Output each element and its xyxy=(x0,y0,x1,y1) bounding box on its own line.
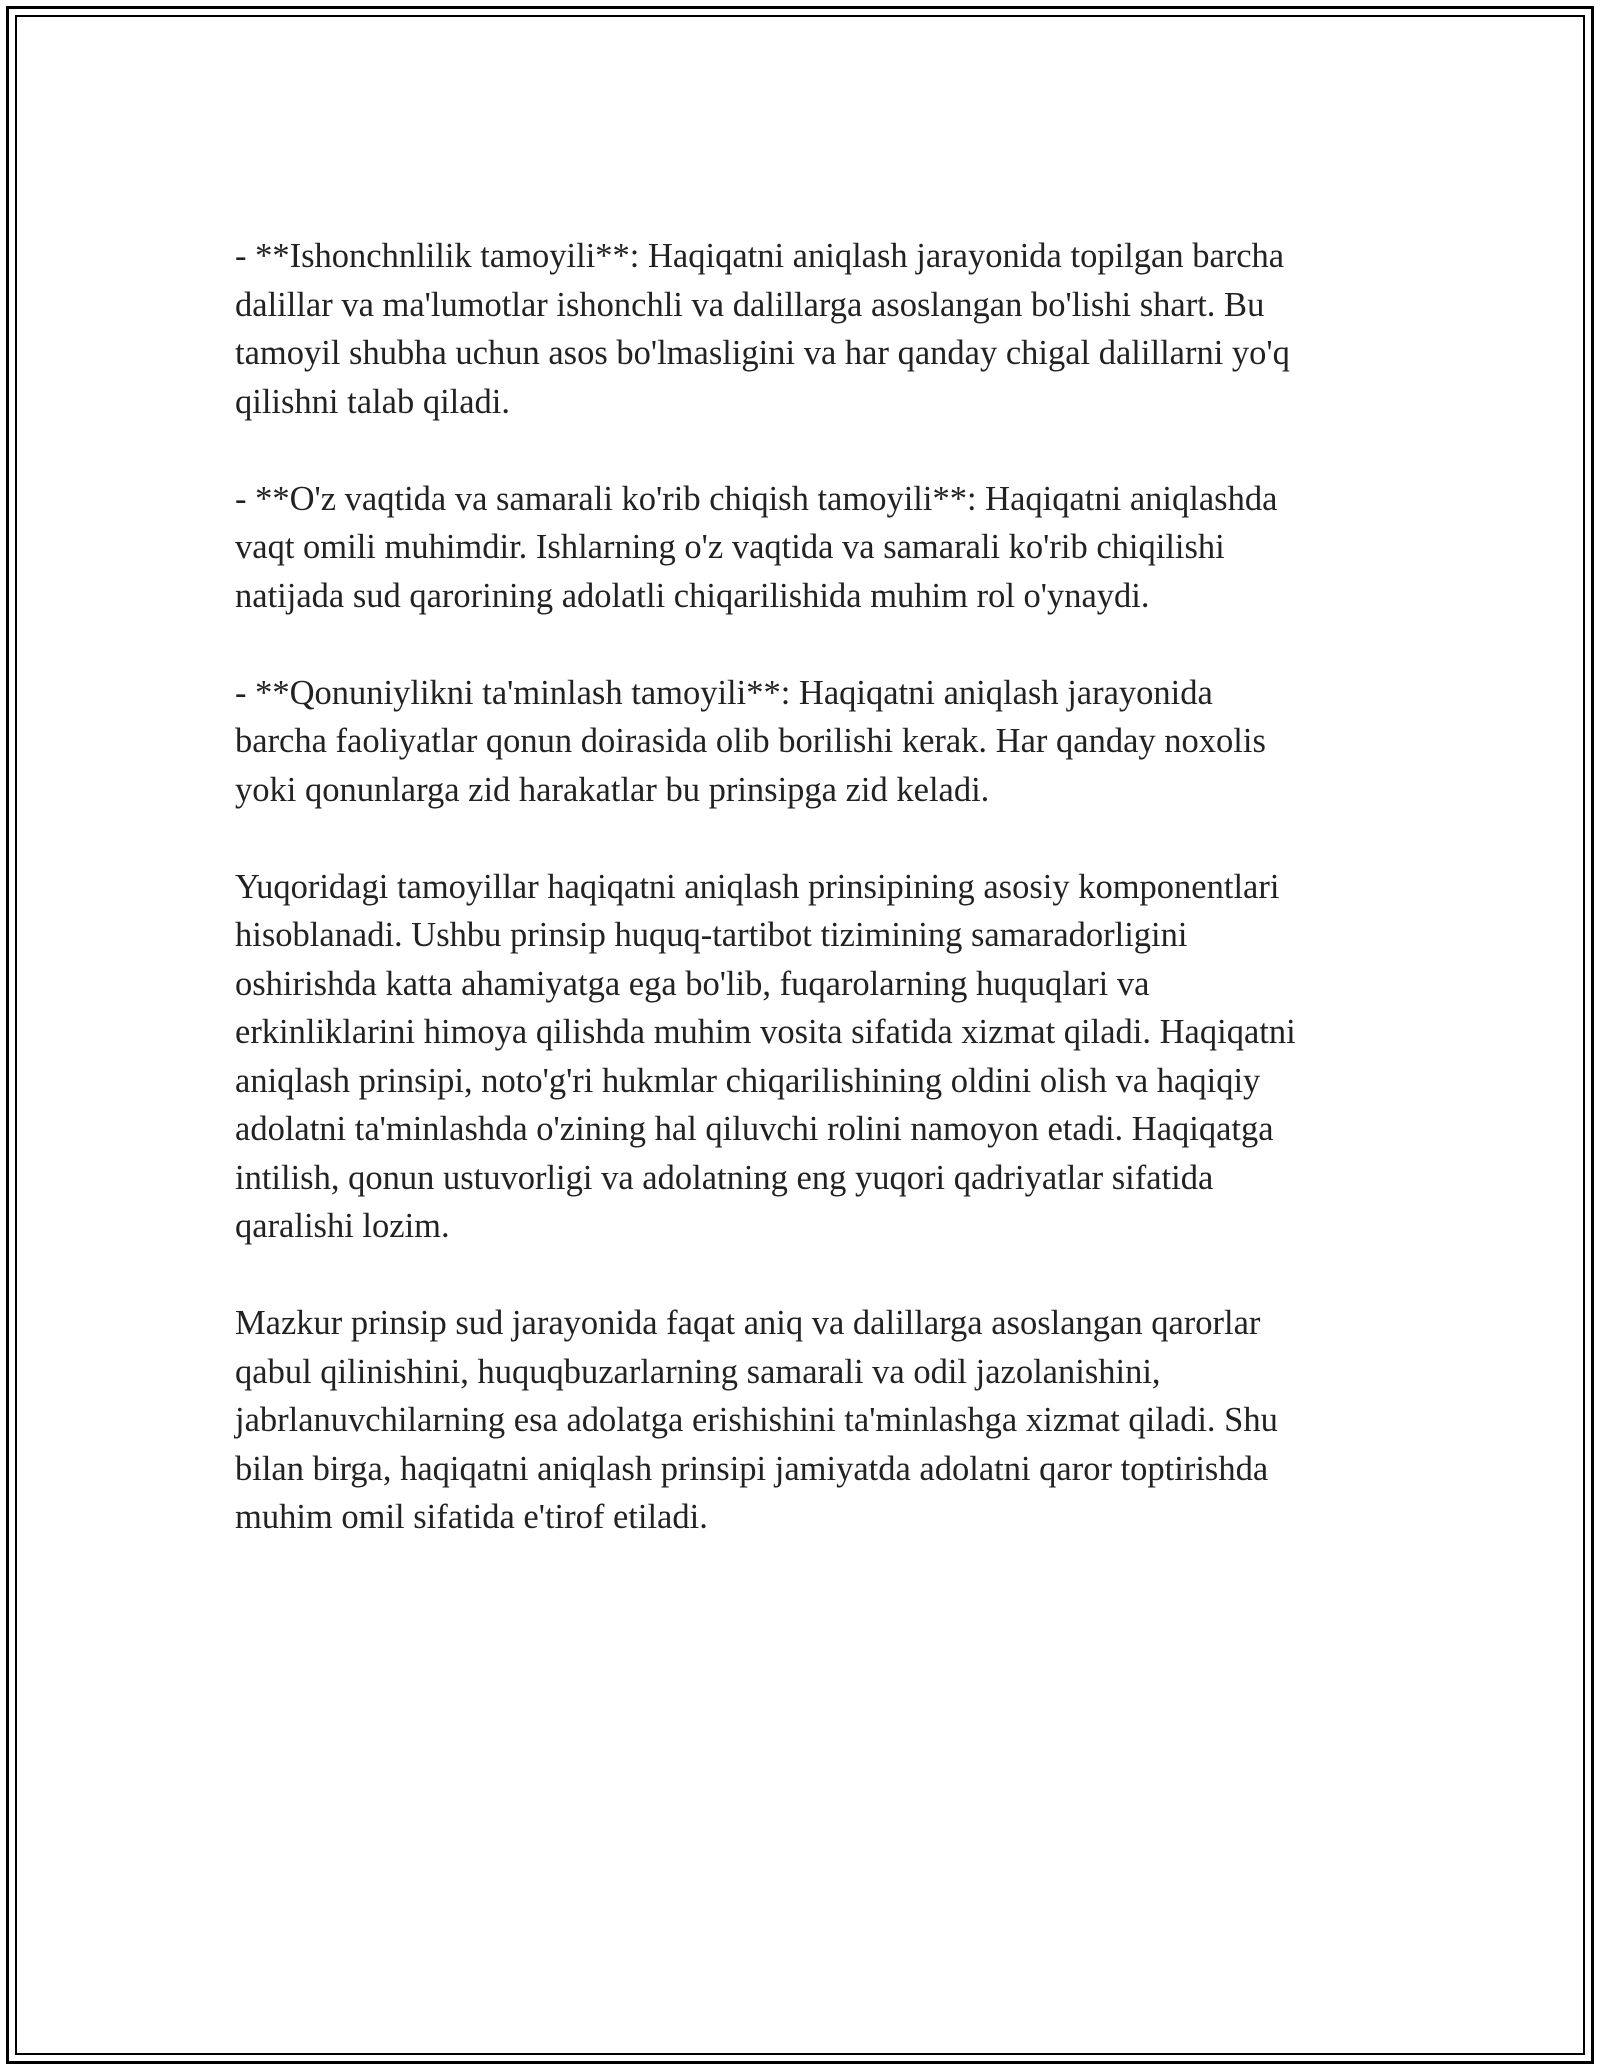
paragraph-legality-principle: - **Qonuniylikni ta'minlash tamoyili**: Haqiqatni aniqlash jarayonida barcha faoliyatlar qonun doirasida olib borilishi kerak. Har qanday noxolis yoki qonunlarga zid harakatlar bu prinsipga zid keladi. xyxy=(235,673,1266,809)
paragraph-summary: Yuqoridagi tamoyillar haqiqatni aniqlash prinsipining asosiy komponentlari hisoblanadi. Ushbu prinsip huquq-tartibot tizimining samaradorligini oshirishda katta ahamiyatga ega bo'lib, fuqarolarning huquqlari va erkinliklarini himoya qilishda muhim vosita sifatida xizmat qiladi. Haqiqatni aniqlash prinsipi, noto'g'ri hukmlar chiqarilishining oldini olish va haqiqiy adolatni ta'minlashda o'zining hal qiluvchi rolini namoyon etadi. Haqiqatga intilish, qonun ustuvorligi va adolatning eng yuqori qadriyatlar sifatida qaralishi lozim. xyxy=(235,867,1296,1245)
paragraph-reliability-principle: - **Ishonchnlilik tamoyili**: Haqiqatni aniqlash jarayonida topilgan barcha dalillar va ma'lumotlar ishonchli va dalillarga asoslangan bo'lishi shart. Bu tamoyil shubha uchun asos bo'lmasligini va har qanday chigal dalillarni yo'q qilishni talab qiladi. xyxy=(235,237,1290,421)
document-body xyxy=(235,232,1365,1542)
paragraph-timeliness-principle: - **O'z vaqtida va samarali ko'rib chiqish tamoyili**: Haqiqatni aniqlashda vaqt omili muhimdir. Ishlarning o'z vaqtida va samarali ko'rib chiqilishi natijada sud qarorining adolatli chiqarilishida muhim rol o'ynaydi. xyxy=(235,479,1278,615)
paragraph-conclusion: Mazkur prinsip sud jarayonida faqat aniq va dalillarga asoslangan qarorlar qabul qilinishini, huquqbuzarlarning samarali va odil jazolanishini, jabrlanuvchilarning esa adolatga erishishini ta'minlashga xizmat qiladi. Shu bilan birga, haqiqatni aniqlash prinsipi jamiyatda adolatni qaror toptirishda muhim omil sifatida e'tirof etiladi. xyxy=(235,1304,1278,1536)
